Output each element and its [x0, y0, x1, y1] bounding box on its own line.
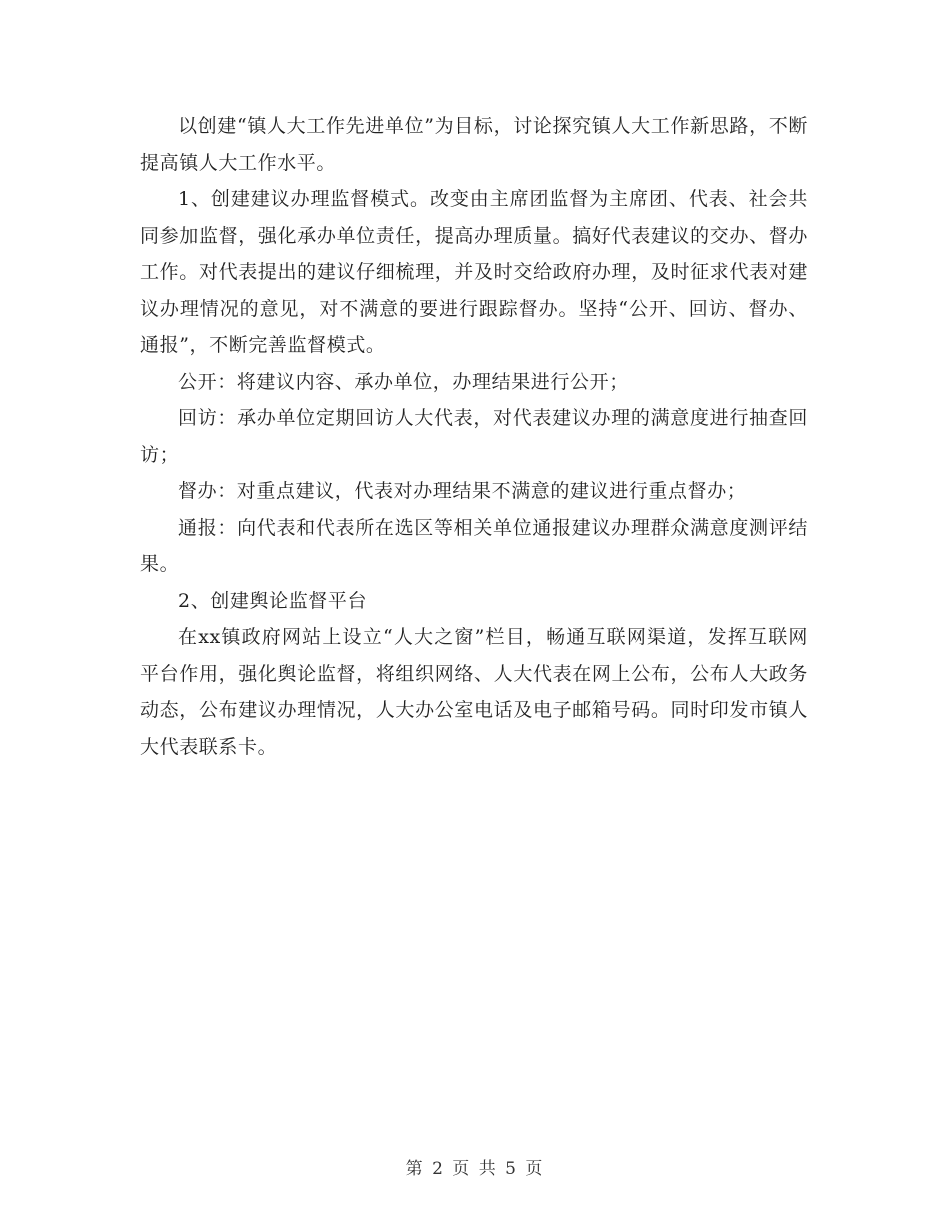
document-body	[140, 108, 808, 765]
paragraph-public: 公开：将建议内容、承办单位，办理结果进行公开；	[178, 370, 629, 393]
paragraph-notify: 通报：向代表和代表所在选区等相关单位通报建议办理群众满意度测评结果。	[140, 516, 808, 575]
paragraph-opinion-platform-heading: 2、创建舆论监督平台	[178, 589, 368, 612]
paragraph-supervise: 督办：对重点建议，代表对办理结果不满意的建议进行重点督办；	[178, 480, 747, 502]
paragraph-opinion-platform: 在xx镇政府网站上设立“人大之窗”栏目，畅通互联网渠道，发挥互联网平台作用，强化舆论监督，将组织网络、人大代表在网上公布，公布人大政务动态，公布建议办理情况，人大办公室电话及电子邮箱号码。同时印发市镇人大代表联系卡。	[140, 626, 808, 758]
paragraph-goal: 以创建“镇人大工作先进单位”为目标，讨论探究镇人大工作新思路，不断提高镇人大工作水平。	[140, 115, 808, 174]
page-number-footer: 第 2 页 共 5 页	[405, 1159, 545, 1179]
paragraph-revisit: 回访：承办单位定期回访人大代表，对代表建议办理的满意度进行抽查回访；	[140, 407, 808, 466]
paragraph-suggestion-supervision: 1、创建建议办理监督模式。改变由主席团监督为主席团、代表、社会共同参加监督，强化承办单位责任，提高办理质量。搞好代表建议的交办、督办工作。对代表提出的建议仔细梳理，并及时交给政府办理，及时征求代表对建议办理情况的意见，对不满意的要进行跟踪督办。坚持“公开、回访、督办、通报”，不断完善监督模式。	[140, 188, 808, 356]
